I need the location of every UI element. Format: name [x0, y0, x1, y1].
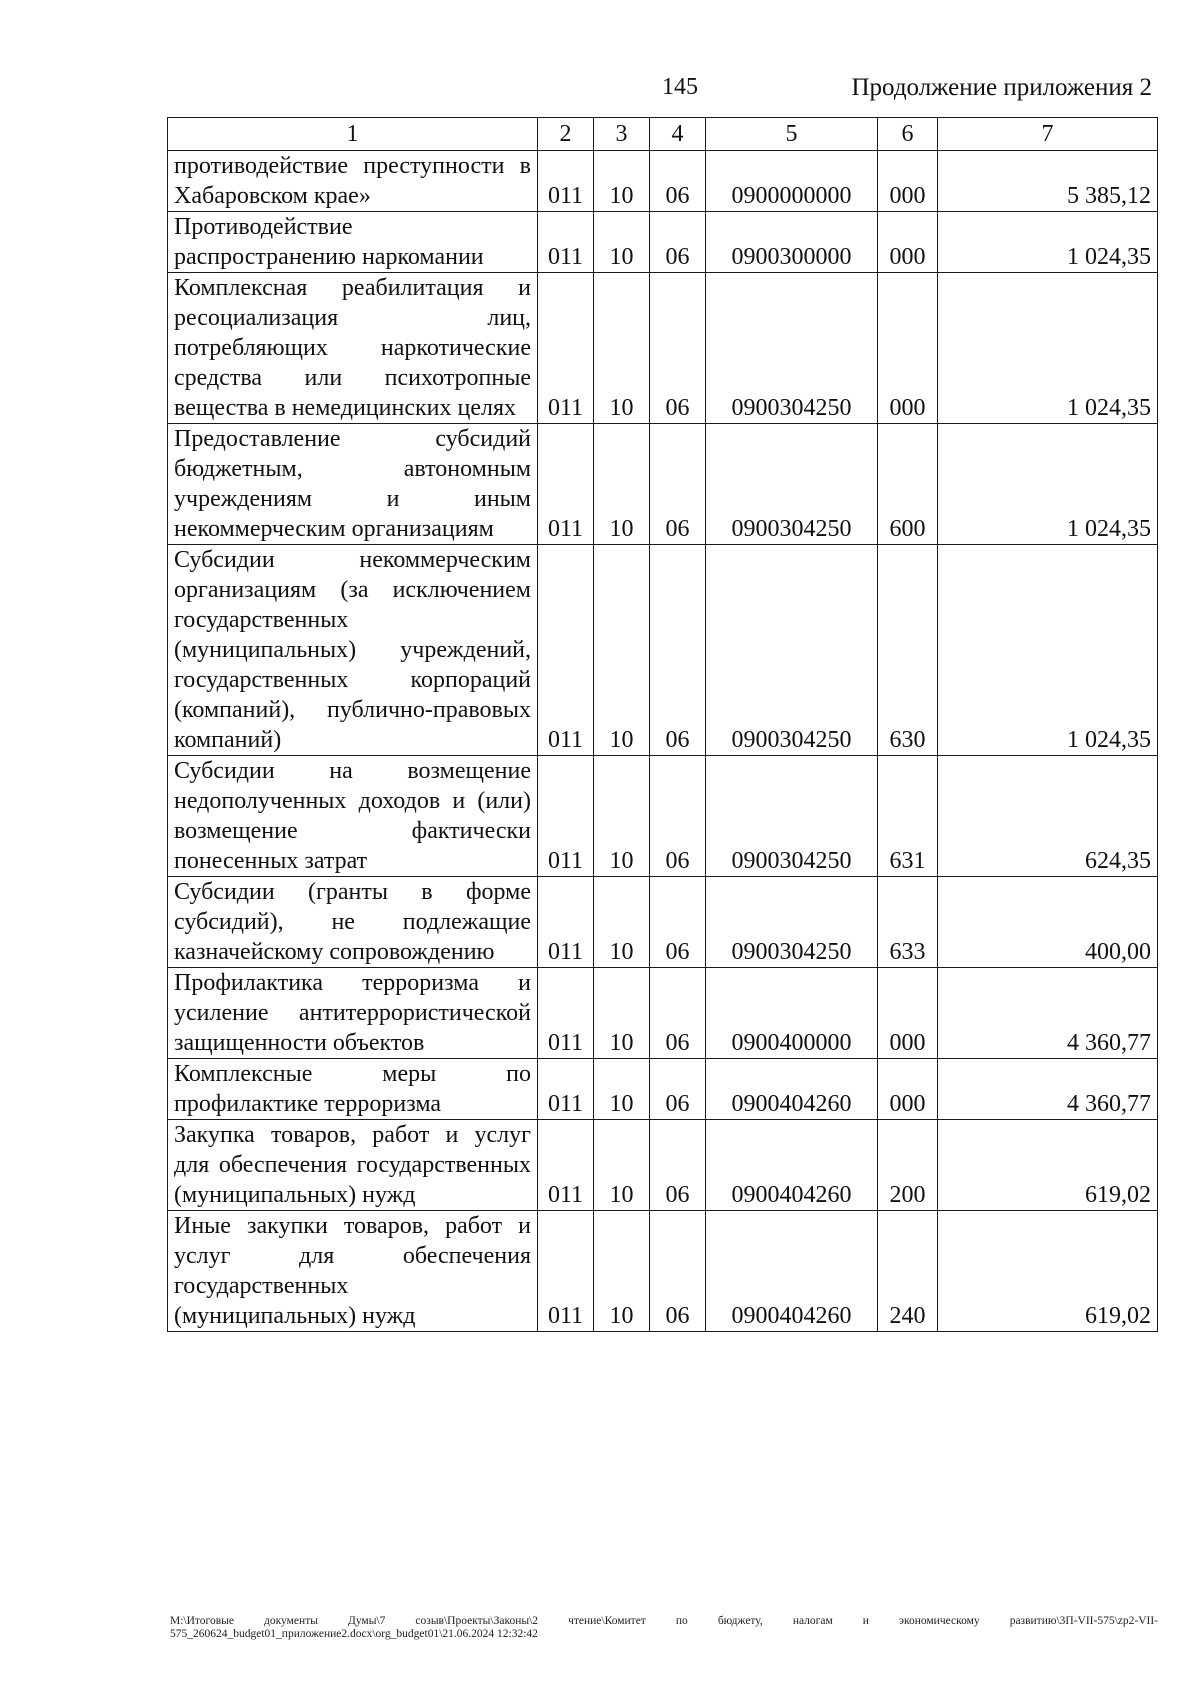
row-code-4: 06	[650, 212, 706, 273]
row-amount: 1 024,35	[938, 424, 1158, 545]
row-name: Субсидии некоммерческим организациям (за исключением государственных (муниципальных) учреждений, государственных корпораций (компаний), публично-правовых компаний)	[168, 545, 538, 756]
row-code-3: 10	[594, 756, 650, 877]
row-name: Закупка товаров, работ и услуг для обеспечения государственных (муниципальных) нужд	[168, 1120, 538, 1211]
row-code-6: 630	[878, 545, 938, 756]
row-code-4: 06	[650, 151, 706, 212]
page-number: 145	[662, 74, 698, 100]
row-code-2: 011	[538, 151, 594, 212]
row-code-6: 631	[878, 756, 938, 877]
row-code-4: 06	[650, 968, 706, 1059]
row-code-2: 011	[538, 968, 594, 1059]
row-amount: 1 024,35	[938, 273, 1158, 424]
row-code-4: 06	[650, 1059, 706, 1120]
row-name: Противодействие распространению наркомании	[168, 212, 538, 273]
row-name: противодействие преступности в Хабаровском крае»	[168, 151, 538, 212]
header-row	[168, 118, 1158, 151]
row-name: Профилактика терроризма и усиление антитеррористической защищенности объектов	[168, 968, 538, 1059]
row-code-3: 10	[594, 1059, 650, 1120]
row-name: Комплексная реабилитация и ресоциализация лиц, потребляющих наркотические средства или психотропные вещества в немедицинских целях	[168, 273, 538, 424]
row-code-2: 011	[538, 1059, 594, 1120]
table-row	[168, 545, 1158, 756]
row-amount: 624,35	[938, 756, 1158, 877]
row-code-5: 0900304250	[706, 877, 878, 968]
row-code-5: 0900304250	[706, 756, 878, 877]
row-name: Субсидии (гранты в форме субсидий), не подлежащие казначейскому сопровождению	[168, 877, 538, 968]
row-code-5: 0900404260	[706, 1059, 878, 1120]
row-code-5: 0900304250	[706, 424, 878, 545]
table-row	[168, 1211, 1158, 1332]
row-code-2: 011	[538, 273, 594, 424]
row-amount: 4 360,77	[938, 1059, 1158, 1120]
row-code-4: 06	[650, 273, 706, 424]
row-amount: 5 385,12	[938, 151, 1158, 212]
row-amount: 4 360,77	[938, 968, 1158, 1059]
row-code-3: 10	[594, 1211, 650, 1332]
row-code-2: 011	[538, 1211, 594, 1332]
col-header-3: 3	[594, 118, 650, 151]
col-header-2: 2	[538, 118, 594, 151]
table-row	[168, 1120, 1158, 1211]
row-code-6: 000	[878, 1059, 938, 1120]
table-row	[168, 756, 1158, 877]
row-code-6: 200	[878, 1120, 938, 1211]
row-name: Предоставление субсидий бюджетным, автономным учреждениям и иным некоммерческим организациям	[168, 424, 538, 545]
row-code-6: 600	[878, 424, 938, 545]
row-code-3: 10	[594, 151, 650, 212]
table-row	[168, 877, 1158, 968]
row-code-6: 000	[878, 212, 938, 273]
row-code-6: 000	[878, 151, 938, 212]
col-header-6: 6	[878, 118, 938, 151]
col-header-4: 4	[650, 118, 706, 151]
row-code-3: 10	[594, 968, 650, 1059]
table-row	[168, 212, 1158, 273]
row-code-4: 06	[650, 424, 706, 545]
row-code-5: 0900404260	[706, 1120, 878, 1211]
row-code-3: 10	[594, 545, 650, 756]
row-code-5: 0900304250	[706, 273, 878, 424]
row-code-6: 240	[878, 1211, 938, 1332]
row-amount: 619,02	[938, 1120, 1158, 1211]
row-amount: 1 024,35	[938, 545, 1158, 756]
row-code-3: 10	[594, 1120, 650, 1211]
row-code-2: 011	[538, 1120, 594, 1211]
row-code-4: 06	[650, 877, 706, 968]
row-name: Комплексные меры по профилактике терроризма	[168, 1059, 538, 1120]
row-code-2: 011	[538, 877, 594, 968]
row-amount: 619,02	[938, 1211, 1158, 1332]
row-amount: 400,00	[938, 877, 1158, 968]
row-code-2: 011	[538, 545, 594, 756]
row-code-5: 0900300000	[706, 212, 878, 273]
row-code-3: 10	[594, 212, 650, 273]
row-code-2: 011	[538, 756, 594, 877]
row-code-3: 10	[594, 424, 650, 545]
row-code-6: 633	[878, 877, 938, 968]
row-code-4: 06	[650, 756, 706, 877]
table-row	[168, 424, 1158, 545]
row-code-3: 10	[594, 273, 650, 424]
row-code-5: 0900404260	[706, 1211, 878, 1332]
row-code-2: 011	[538, 424, 594, 545]
table-row	[168, 1059, 1158, 1120]
row-amount: 1 024,35	[938, 212, 1158, 273]
table-row	[168, 968, 1158, 1059]
col-header-7: 7	[938, 118, 1158, 151]
budget-table	[167, 117, 1158, 1332]
table-row	[168, 273, 1158, 424]
col-header-1: 1	[168, 118, 538, 151]
col-header-5: 5	[706, 118, 878, 151]
row-code-4: 06	[650, 545, 706, 756]
row-name: Субсидии на возмещение недополученных доходов и (или) возмещение фактически понесенных затрат	[168, 756, 538, 877]
row-name: Иные закупки товаров, работ и услуг для обеспечения государственных (муниципальных) нужд	[168, 1211, 538, 1332]
table-row	[168, 151, 1158, 212]
file-path-footer: M:\Итоговые документы Думы\7 созыв\Проекты\Законы\2 чтение\Комитет по бюджету, налогам и экономическому развитию\3П-VII-575\zp2-VII-575_260624_budget01_приложение2.docx\org_budget01\21.06.2024 12:32:42	[170, 1615, 1158, 1640]
row-code-3: 10	[594, 877, 650, 968]
row-code-2: 011	[538, 212, 594, 273]
row-code-4: 06	[650, 1211, 706, 1332]
row-code-5: 0900000000	[706, 151, 878, 212]
row-code-5: 0900400000	[706, 968, 878, 1059]
continuation-label: Продолжение приложения 2	[851, 74, 1152, 101]
row-code-6: 000	[878, 968, 938, 1059]
row-code-5: 0900304250	[706, 545, 878, 756]
row-code-4: 06	[650, 1120, 706, 1211]
row-code-6: 000	[878, 273, 938, 424]
